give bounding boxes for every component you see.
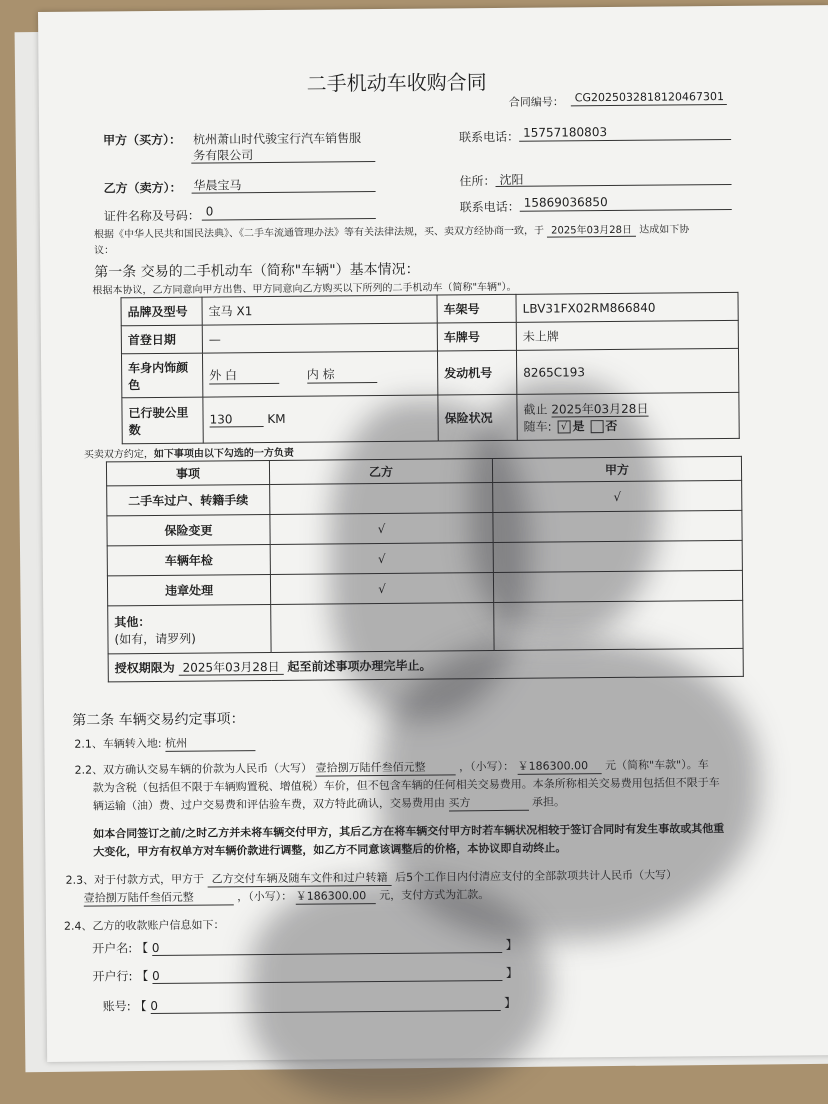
auth-date: 2025年03月28日 bbox=[179, 660, 284, 676]
brand-label: 品牌及型号 bbox=[121, 297, 202, 326]
table-row: 保险变更 √ bbox=[107, 510, 742, 546]
insurance-yes-checkbox[interactable]: √ bbox=[557, 420, 570, 433]
party-b-name: 华晨宝马 bbox=[193, 178, 242, 193]
mileage-unit: KM bbox=[267, 411, 286, 427]
duties-table bbox=[106, 456, 744, 683]
account-bank-row: 开户行: 【 0 】 bbox=[92, 965, 519, 984]
party-b-phone-label: 联系电话： bbox=[459, 199, 520, 215]
mileage-value: 130 bbox=[210, 412, 264, 427]
article1-title: 第一条 交易的二手机动车（简称"车辆"）基本情况： bbox=[94, 261, 420, 281]
duties-header-b: 乙方 bbox=[269, 459, 492, 485]
preamble-line1: 根据《中华人民共和国民法典》、《二手车流通管理办法》等有关法律法规，买、卖双方经协商一致，于 2025年03月28日 达成如下协 bbox=[93, 224, 690, 241]
mileage-label: 已行驶公里 数 bbox=[122, 397, 203, 444]
account-number-row: 账号: 【 0 】 bbox=[102, 995, 517, 1014]
engine-value: 8265C193 bbox=[516, 348, 738, 394]
adjustment-clause-line1: 如本合同签订之前/之时乙方并未将车辆交付甲方，其后乙方在将车辆交付甲方时若车辆状况相较于签订合同时有发生事故或其他重 bbox=[93, 822, 725, 841]
party-a-name-line1: 杭州萧山时代骏宝行汽车销售服 bbox=[193, 131, 362, 147]
account-name: 0 bbox=[152, 938, 502, 956]
contract-no: CG20250328181204673​01 bbox=[574, 90, 725, 105]
clause-2-2-line3: 辆运输（油）费、过户交易费和评估验车费，双方特此确认，交易费用由 买方 承担。 bbox=[92, 795, 565, 813]
account-number: 0 bbox=[150, 996, 500, 1014]
duties-intro: 买卖双方约定，如下事项由以下勾选的一方负责 bbox=[83, 447, 294, 461]
plate-label: 车牌号 bbox=[437, 322, 516, 351]
contract-no-label: 合同编号： bbox=[508, 95, 564, 109]
mileage-cell bbox=[203, 395, 438, 443]
party-a-phone-label: 联系电话： bbox=[459, 129, 520, 145]
party-b-address-label: 住所： bbox=[459, 174, 496, 189]
id-label: 证件名称及号码： bbox=[103, 208, 200, 224]
vin-value: LBV31FX02RM866840 bbox=[516, 292, 738, 322]
table-row: 车辆年检 √ bbox=[107, 540, 742, 576]
account-name-row: 开户名: 【 0 】 bbox=[92, 937, 518, 956]
insurance-label: 保险状况 bbox=[438, 394, 517, 441]
color-label: 车身内饰颜 色 bbox=[121, 353, 202, 398]
plate-value: 未上牌 bbox=[516, 320, 738, 350]
party-a-phone: 15757180803 bbox=[523, 125, 608, 140]
party-b-label: 乙方（卖方）： bbox=[103, 180, 182, 196]
id-value: 0 bbox=[205, 204, 214, 219]
preamble-line2: 议： bbox=[94, 245, 115, 257]
party-a-name-line2: 务有限公司 bbox=[193, 148, 254, 163]
vehicle-info-table bbox=[120, 292, 739, 444]
clause-2-1: 2.1、车辆转入地: 杭州 bbox=[74, 734, 255, 753]
contract-page bbox=[38, 5, 828, 1062]
clause-2-4: 2.4、乙方的收款账户信息如下： bbox=[63, 918, 225, 933]
clause-2-2-line2: 款为含税（包括但不限于车辆购置税、增值税）车价，但不包含车辆的任何相关交易费用。本条所称相关交易费用包括但不限于车 bbox=[92, 776, 720, 795]
party-b-phone: 15869036850 bbox=[523, 195, 608, 210]
duties-header-a: 甲方 bbox=[492, 456, 741, 482]
party-b-address: 沈阳 bbox=[499, 172, 524, 187]
interior-color: 内 棕 bbox=[307, 365, 377, 384]
authorization-row: 授权期限为 2025年03月28日 起至前述事项办理完毕止。 bbox=[108, 648, 743, 682]
reg-date-label: 首登日期 bbox=[121, 325, 202, 354]
engine-label: 发动机号 bbox=[437, 350, 516, 395]
clause-2-2-line1: 2.2、双方确认交易车辆的价款为人民币（大写） 壹拾捌万陆仟叁佰元整 ，（小写）： ￥186300.00 元（简称"车款"）。车 bbox=[74, 758, 709, 777]
other-cell: 其他： (如有，请罗列) bbox=[108, 604, 271, 653]
adjustment-clause-line2: 大变化，甲方有权单方对车辆价款进行调整，如乙方不同意该调整后的价格，本协议即自动终止。 bbox=[93, 841, 567, 859]
brand-value: 宝马 X1 bbox=[202, 295, 437, 325]
exterior-color: 外 白 bbox=[209, 365, 279, 384]
table-row: 违章处理 √ bbox=[107, 570, 742, 606]
article1-intro: 根据本协议，乙方同意向甲方出售、甲方同意向乙方购买以下所列的二手机动车（简称"车辆"）。 bbox=[92, 281, 517, 297]
clause-2-3-line2: 壹拾捌万陆仟叁佰元整 ，（小写）： ￥186300.00 元，支付方式为汇款。 bbox=[83, 888, 490, 905]
clause-2-3-line1: 2.3、对于付款方式，甲方于 乙方交付车辆及随车文件和过户转籍 后5个工作日内付清应支付的全部款项共计人民币（大写） bbox=[65, 868, 678, 887]
insurance-until: 2025年03月28日 bbox=[551, 401, 649, 417]
account-bank: 0 bbox=[152, 966, 502, 984]
party-a-label: 甲方（买方）： bbox=[103, 132, 182, 148]
reg-date-value: — bbox=[202, 323, 437, 353]
insurance-no-checkbox[interactable] bbox=[590, 420, 603, 433]
insurance-cell: 截止 2025年03月28日 随车: √ 是 否 bbox=[517, 392, 739, 440]
vin-label: 车架号 bbox=[437, 294, 516, 323]
duties-header-item: 事项 bbox=[106, 460, 269, 485]
article2-title: 第二条 车辆交易约定事项： bbox=[72, 711, 245, 729]
color-value bbox=[202, 351, 437, 397]
table-row: 二手车过户、转籍手续 √ bbox=[107, 480, 742, 516]
document-title: 二手机动车收购合同 bbox=[306, 70, 487, 96]
